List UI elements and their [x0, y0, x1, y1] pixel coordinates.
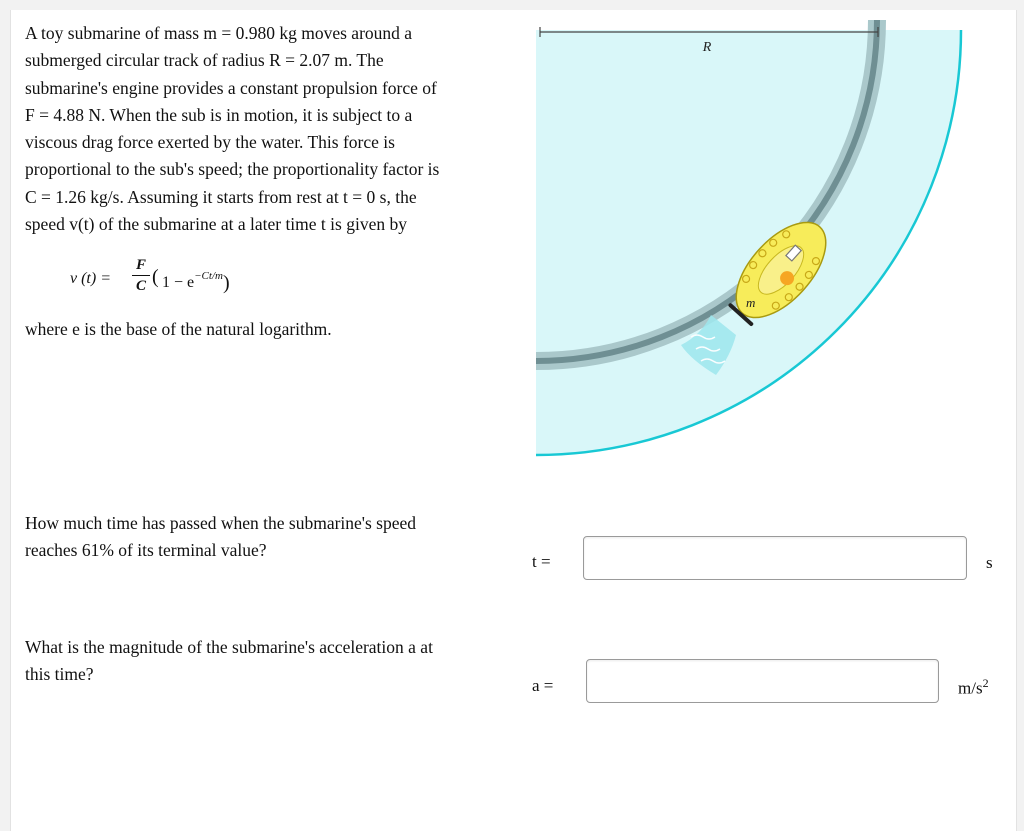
problem-line: F = 4.88 N. When the sub is in motion, it is subject to a — [25, 104, 413, 125]
formula-lhs: v (t) = — [70, 270, 111, 287]
problem-line: A toy submarine of mass m = 0.980 kg moves around a — [25, 23, 413, 43]
problem-line: submerged circular track of radius R = 2.07 m. The — [25, 50, 384, 71]
radius-label: R — [702, 40, 712, 55]
formula-rest — [162, 270, 230, 293]
formula-numerator: F — [135, 257, 146, 273]
time-answer-input[interactable] — [583, 536, 967, 580]
speed-formula — [70, 256, 310, 306]
question-line: reaches 61% of its terminal value? — [25, 540, 267, 561]
problem-line: submarine's engine provides a constant propulsion force of — [25, 77, 437, 98]
formula-close-paren: ) — [222, 272, 230, 294]
formula-denominator: C — [135, 278, 146, 294]
acceleration-unit-exponent: 2 — [982, 676, 989, 690]
time-variable-label: t = — [532, 552, 551, 571]
problem-statement — [25, 20, 485, 238]
formula-fraction — [132, 256, 150, 295]
question-time — [25, 510, 485, 565]
question-line: What is the magnitude of the submarine's acceleration a at — [25, 637, 433, 657]
problem-line: proportional to the sub's speed; the proportionality factor is — [25, 159, 440, 180]
formula-open-paren: ( — [152, 266, 159, 288]
formula-exponent: −Ct/m — [194, 270, 223, 282]
acceleration-unit-base: m/s — [958, 678, 983, 698]
formula-rest-text: 1 − e — [162, 274, 195, 291]
question-line: How much time has passed when the submarine's speed — [25, 513, 416, 533]
mass-label: m — [746, 295, 756, 310]
submarine-track-figure — [531, 15, 971, 465]
acceleration-answer-input[interactable] — [586, 659, 939, 703]
time-unit: s — [986, 553, 993, 572]
fraction-bar — [132, 275, 150, 276]
question-line: this time? — [25, 664, 94, 685]
problem-line: C = 1.26 kg/s. Assuming it starts from rest at t = 0 s, the — [25, 186, 417, 207]
where-note: where e is the base of the natural logarithm. — [25, 319, 332, 339]
acceleration-variable-label: a = — [532, 676, 554, 695]
problem-line: speed v(t) of the submarine at a later time t is given by — [25, 214, 407, 235]
acceleration-unit — [958, 676, 989, 699]
water-region — [536, 30, 961, 455]
question-acceleration — [25, 634, 485, 689]
problem-line: viscous drag force exerted by the water. This force is — [25, 132, 395, 153]
